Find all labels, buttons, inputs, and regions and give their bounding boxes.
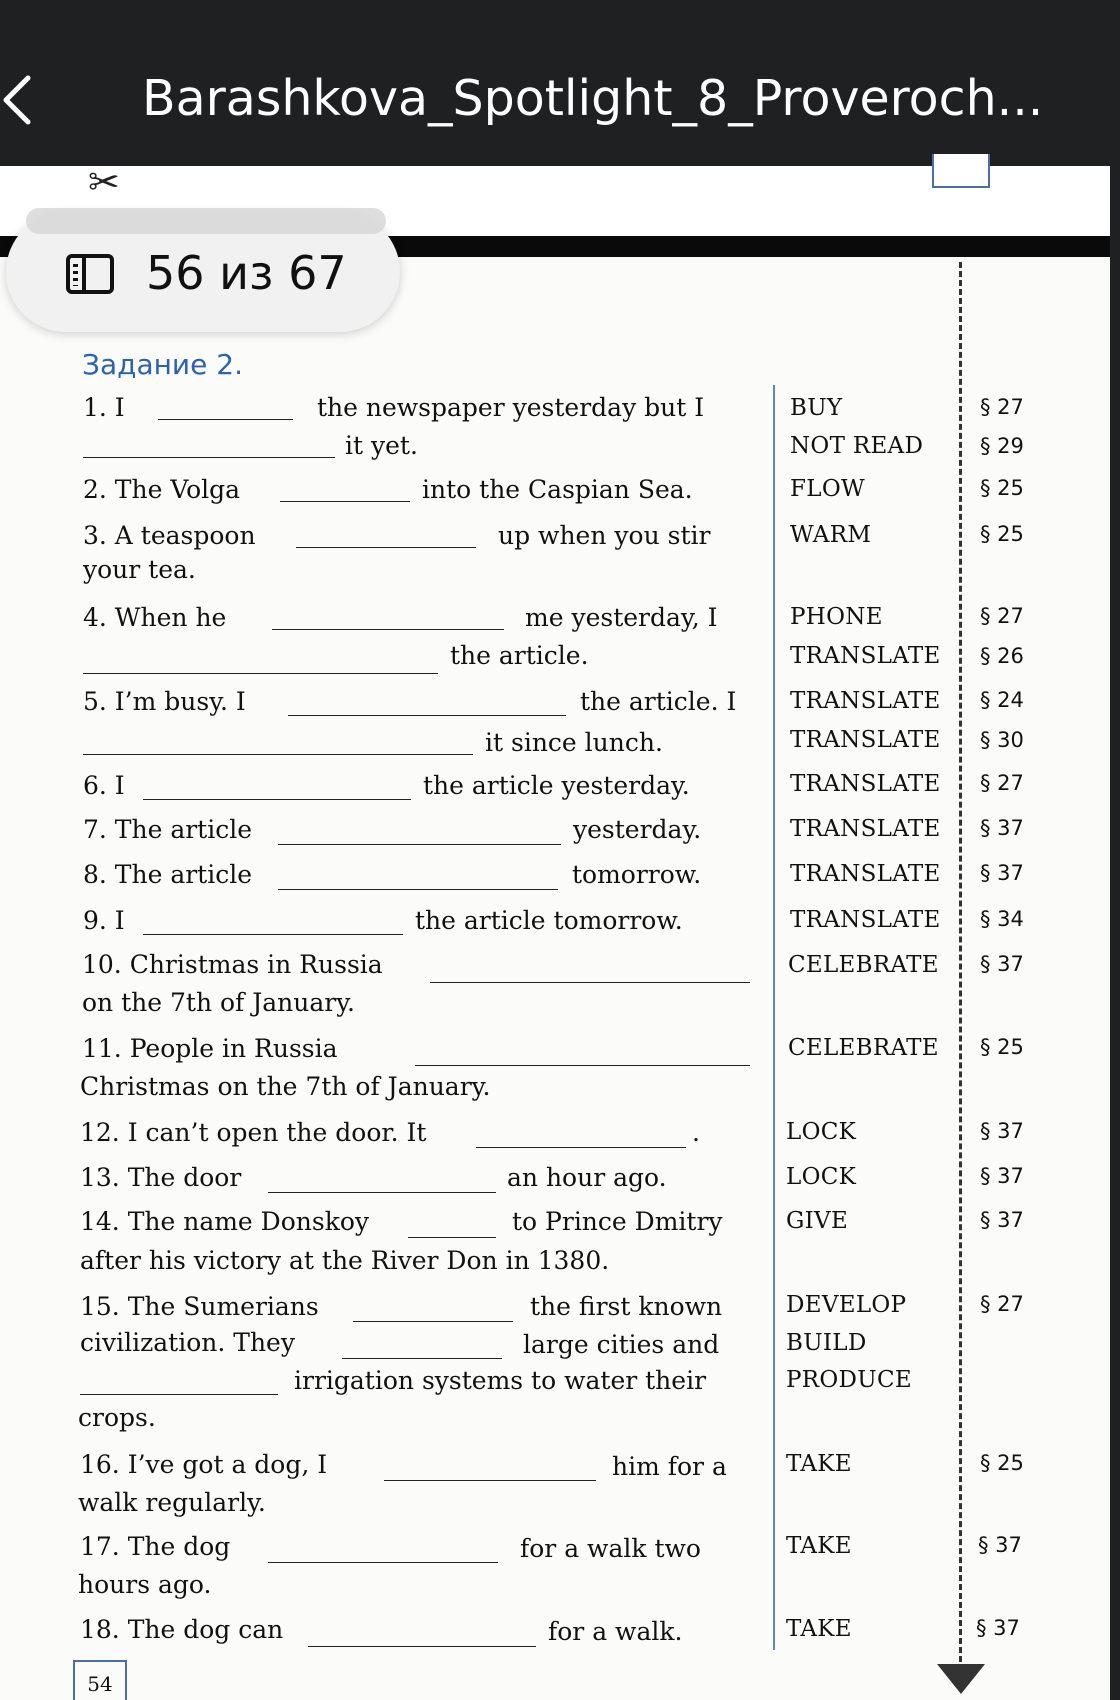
section-reference: § 27 <box>980 395 1024 419</box>
section-reference: § 37 <box>980 952 1024 976</box>
arrow-down-icon <box>937 1664 985 1694</box>
line-13-part-2: an hour ago. <box>507 1163 667 1192</box>
verb-prompt: FLOW <box>790 476 865 502</box>
verb-prompt: BUY <box>790 395 843 421</box>
line-11a-part-1: 11. People in Russia <box>82 1034 338 1063</box>
verb-prompt: TRANSLATE <box>790 771 941 797</box>
line-2-part-2: into the Caspian Sea. <box>422 475 693 504</box>
section-reference: § 37 <box>980 816 1024 840</box>
line-15b-part-1: civilization. They <box>80 1328 295 1357</box>
line-3a-part-2: up when you stir <box>498 521 711 550</box>
answer-blank <box>384 1480 596 1481</box>
line-4a-part-1: 4. When he <box>83 603 227 632</box>
answer-blank <box>83 457 335 458</box>
line-12-part-2: . <box>692 1118 700 1147</box>
verb-prompt: TRANSLATE <box>790 643 941 669</box>
title-bar <box>0 0 1120 166</box>
line-7-part-1: 7. The article <box>83 815 253 844</box>
line-9-part-2: the article tomorrow. <box>415 906 683 935</box>
book-pages-icon <box>66 254 114 294</box>
section-reference: § 34 <box>980 907 1024 931</box>
line-3a-part-1: 3. A teaspoon <box>83 521 256 550</box>
line-5a-part-1: 5. I’m busy. I <box>83 687 246 716</box>
verb-prompt: DEVELOP <box>786 1292 907 1318</box>
verb-prompt: TAKE <box>786 1533 852 1559</box>
line-10b-part-1: on the 7th of January. <box>82 988 355 1017</box>
column-divider <box>773 385 775 1650</box>
verb-prompt: TRANSLATE <box>790 907 941 933</box>
line-14a-part-2: to Prince Dmitry <box>512 1207 723 1236</box>
verb-prompt: LOCK <box>786 1164 857 1190</box>
answer-blank <box>280 501 410 502</box>
line-9-part-1: 9. I <box>83 906 125 935</box>
answer-blank <box>83 754 473 755</box>
line-8-part-1: 8. The article <box>83 860 253 889</box>
section-reference: § 37 <box>976 1616 1020 1640</box>
cut-line <box>959 262 962 1662</box>
line-15a-part-2: the first known <box>530 1292 723 1321</box>
section-reference: § 25 <box>980 1035 1024 1059</box>
verb-prompt: CELEBRATE <box>788 1035 939 1061</box>
section-reference: § 37 <box>980 1119 1024 1143</box>
verb-prompt: TAKE <box>786 1451 852 1477</box>
section-reference: § 25 <box>980 522 1024 546</box>
answer-blank <box>288 715 566 716</box>
line-1a-part-1: 1. I <box>83 393 125 422</box>
verb-prompt: TRANSLATE <box>790 688 941 714</box>
line-18-part-1: 18. The dog can <box>80 1615 284 1644</box>
line-5b-part-1: it since lunch. <box>485 728 663 757</box>
verb-prompt: LOCK <box>786 1119 857 1145</box>
section-reference: § 26 <box>980 644 1024 668</box>
line-16a-part-1: 16. I’ve got a dog, I <box>80 1450 328 1479</box>
line-4a-part-2: me yesterday, I <box>525 603 718 632</box>
line-1b-part-1: it yet. <box>345 431 418 460</box>
answer-blank <box>278 889 558 890</box>
line-17a-part-1: 17. The dog <box>80 1532 231 1561</box>
answer-blank <box>353 1321 513 1322</box>
pill-shadow <box>26 208 386 234</box>
answer-blank <box>143 799 411 800</box>
line-16a-part-2: him for a <box>612 1452 727 1481</box>
section-reference: § 27 <box>980 771 1024 795</box>
line-18-part-2: for a walk. <box>548 1617 683 1646</box>
line-7-part-2: yesterday. <box>573 815 702 844</box>
section-reference: § 37 <box>978 1533 1022 1557</box>
line-8-part-2: tomorrow. <box>572 860 702 889</box>
answer-blank <box>143 934 403 935</box>
verb-prompt: TAKE <box>786 1616 852 1642</box>
page-counter: 56 из 67 <box>146 246 347 300</box>
answer-blank <box>296 547 476 548</box>
line-17a-part-2: for a walk two <box>520 1534 701 1563</box>
answer-blank <box>308 1646 536 1647</box>
answer-blank <box>342 1358 502 1359</box>
line-5a-part-2: the article. I <box>580 687 737 716</box>
section-reference: § 27 <box>980 1292 1024 1316</box>
line-14a-part-1: 14. The name Donskoy <box>80 1207 370 1236</box>
section-reference: § 37 <box>980 1208 1024 1232</box>
scissors-icon: ✂ <box>88 160 120 204</box>
answer-blank <box>268 1562 498 1563</box>
task-title: Задание 2. <box>82 348 243 381</box>
answer-blank <box>83 673 438 674</box>
line-15a-part-1: 15. The Sumerians <box>80 1292 319 1321</box>
answer-blank <box>430 982 750 983</box>
verb-prompt: CELEBRATE <box>788 952 939 978</box>
line-2-part-1: 2. The Volga <box>83 475 241 504</box>
page-number: 54 <box>73 1660 127 1700</box>
answer-blank <box>80 1394 278 1395</box>
back-button[interactable] <box>0 70 40 130</box>
answer-blank <box>278 844 561 845</box>
line-3b-part-1: your tea. <box>83 555 196 584</box>
line-13-part-1: 13. The door <box>80 1163 242 1192</box>
section-reference: § 37 <box>980 1164 1024 1188</box>
line-6-part-1: 6. I <box>83 771 125 800</box>
page-indicator[interactable] <box>6 212 400 332</box>
line-15d-part-1: crops. <box>78 1403 156 1432</box>
verb-prompt: GIVE <box>786 1208 849 1234</box>
answer-blank <box>158 419 293 420</box>
section-reference: § 29 <box>980 434 1024 458</box>
section-reference: § 25 <box>980 476 1024 500</box>
line-16b-part-1: walk regularly. <box>78 1488 266 1517</box>
verb-prompt: TRANSLATE <box>790 816 941 842</box>
line-1a-part-2: the newspaper yesterday but I <box>317 393 705 422</box>
verb-prompt: NOT READ <box>790 433 924 459</box>
verb-prompt: PRODUCE <box>786 1367 912 1393</box>
section-reference: § 25 <box>980 1451 1024 1475</box>
answer-blank <box>272 629 504 630</box>
line-12-part-1: 12. I can’t open the door. It <box>80 1118 427 1147</box>
verb-prompt: PHONE <box>790 604 883 630</box>
line-14b-part-1: after his victory at the River Don in 1380. <box>80 1246 610 1275</box>
chevron-left-icon <box>0 70 40 130</box>
line-11b-part-1: Christmas on the 7th of January. <box>80 1072 491 1101</box>
line-17b-part-1: hours ago. <box>78 1570 212 1599</box>
verb-prompt: TRANSLATE <box>790 861 941 887</box>
document-title: Barashkova_Spotlight_8_Proveroch... <box>142 70 1044 127</box>
line-15b-part-2: large cities and <box>523 1330 720 1359</box>
answer-blank <box>408 1237 496 1238</box>
answer-blank <box>268 1192 496 1193</box>
line-10a-part-1: 10. Christmas in Russia <box>82 950 383 979</box>
section-reference: § 27 <box>980 604 1024 628</box>
line-4b-part-1: the article. <box>450 641 589 670</box>
section-reference: § 37 <box>980 861 1024 885</box>
line-15c-part-1: irrigation systems to water their <box>294 1366 707 1395</box>
section-reference: § 24 <box>980 688 1024 712</box>
answer-blank <box>415 1065 750 1066</box>
answer-blank <box>476 1147 686 1148</box>
previous-page-number-box <box>932 154 990 188</box>
verb-prompt: WARM <box>790 522 872 548</box>
section-reference: § 30 <box>980 728 1024 752</box>
verb-prompt: TRANSLATE <box>790 727 941 753</box>
line-6-part-2: the article yesterday. <box>423 771 690 800</box>
verb-prompt: BUILD <box>786 1330 867 1356</box>
